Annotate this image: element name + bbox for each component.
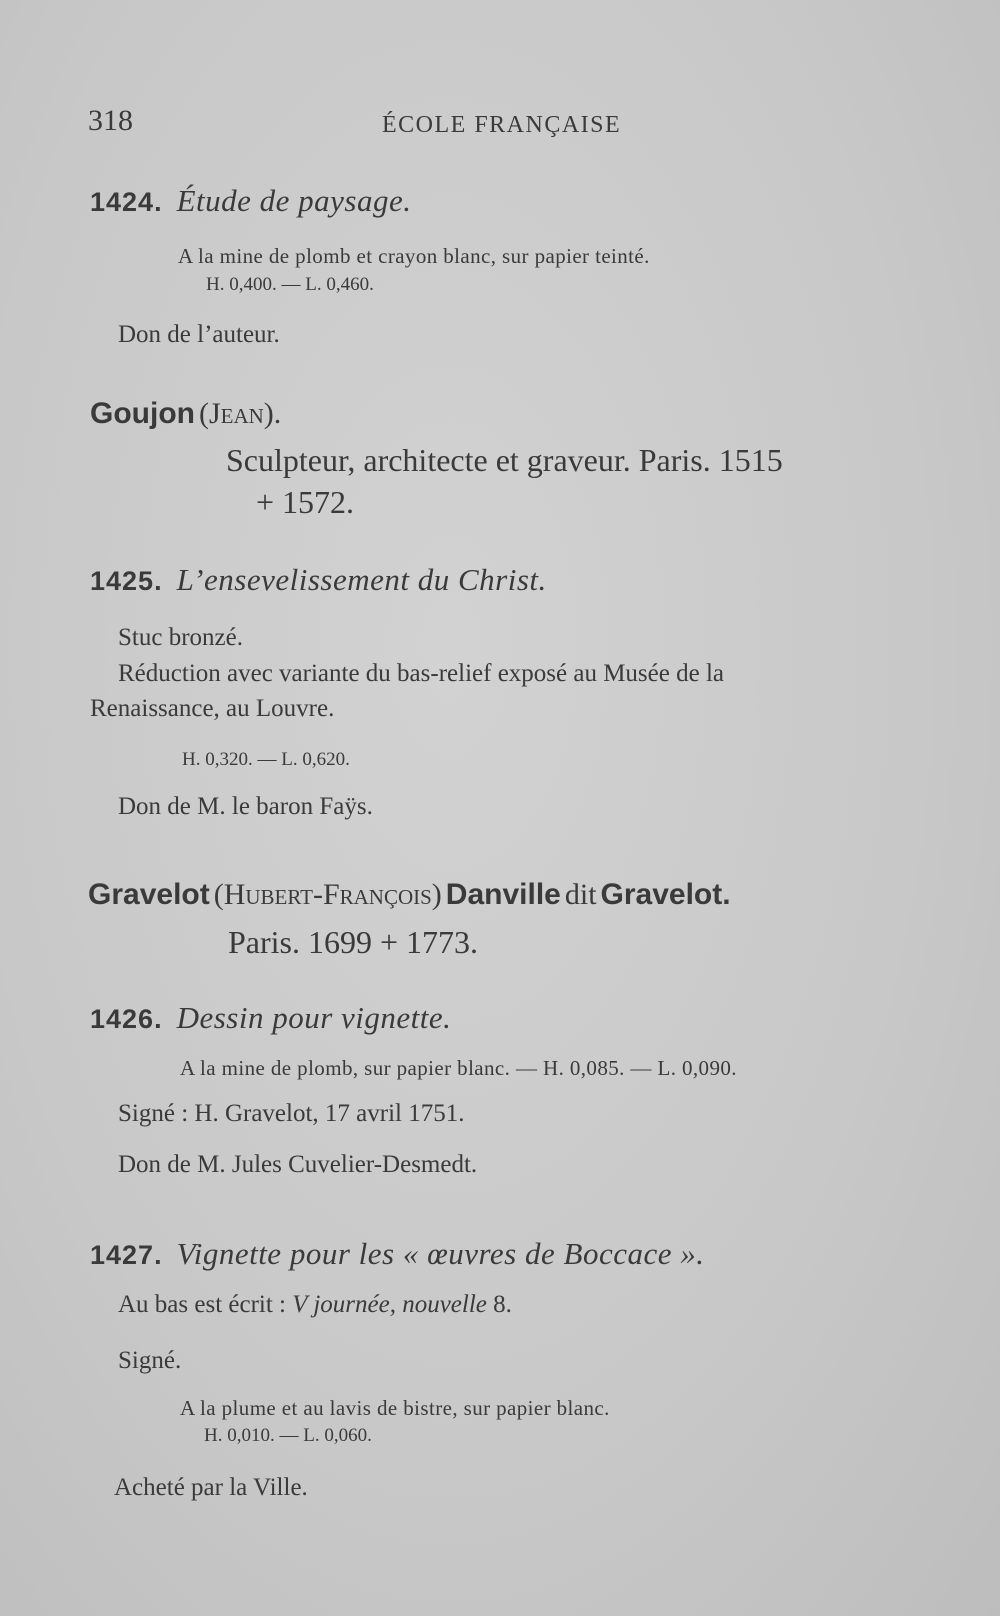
entry-title: Dessin pour vignette. [176,1000,452,1035]
entry-1424-dimensions: H. 0,400. — L. 0,460. [206,274,374,295]
entry-1427-heading [90,1236,704,1272]
entry-1425-note-line1: Réduction avec variante du bas-relief exposé au Musée de la [118,660,724,687]
artist-gravelot-heading [88,878,731,912]
artist-alias-surname: Gravelot. [600,878,731,911]
entry-1424-provenance: Don de l’auteur. [118,321,280,348]
entry-title: L’ensevelissement du Christ. [176,562,547,597]
entry-1425-medium: Stuc bronzé. [118,624,243,651]
running-head: ÉCOLE FRANÇAISE [382,112,622,138]
page-number: 318 [88,104,133,137]
entry-1425-heading [90,562,547,598]
entry-1427-provenance: Acheté par la Ville. [114,1474,308,1501]
artist-gravelot-bio: Paris. 1699 + 1773. [228,924,479,960]
entry-number: 1425. [90,566,163,596]
artist-goujon-bio-line1: Sculpteur, architecte et graveur. Paris. 1515 [226,442,783,478]
inscription-prefix: Au bas est écrit : [118,1291,287,1318]
inscription-text: V journée, nouvelle [292,1291,487,1318]
entry-1424-heading [90,183,411,219]
artist-goujon-bio-line2: + 1572. [256,484,355,520]
entry-title: Étude de paysage. [176,183,412,218]
entry-number: 1424. [90,187,163,217]
artist-forename: (Hubert-François) [213,878,442,911]
artist-alias-name: Danville [445,878,561,911]
entry-number: 1426. [90,1004,163,1034]
inscription-suffix: 8. [493,1291,512,1318]
entry-1426-provenance: Don de M. Jules Cuvelier-Desmedt. [118,1151,478,1178]
entry-1426-signature: Signé : H. Gravelot, 17 avril 1751. [118,1100,465,1127]
entry-number: 1427. [90,1240,163,1270]
entry-1425-provenance: Don de M. le baron Faÿs. [118,793,373,820]
entry-1427-inscription [118,1291,512,1319]
artist-alias-dit: dit [564,878,597,911]
entry-1426-medium: A la mine de plomb, sur papier blanc. — H. 0,085. — L. 0,090. [180,1056,737,1080]
entry-1427-signature: Signé. [118,1347,182,1374]
entry-1425-note-line2: Renaissance, au Louvre. [90,695,335,722]
entry-title: Vignette pour les « œuvres de Boccace ». [176,1236,705,1271]
entry-1425-dimensions: H. 0,320. — L. 0,620. [182,749,350,770]
artist-forename: (Jean). [198,397,282,430]
entry-1426-heading [90,1000,451,1036]
entry-1424-medium: A la mine de plomb et crayon blanc, sur papier teinté. [178,244,650,268]
artist-surname: Goujon [90,397,195,430]
artist-surname: Gravelot [88,878,210,911]
artist-goujon-heading [90,397,281,431]
entry-1427-medium: A la plume et au lavis de bistre, sur papier blanc. [180,1396,610,1420]
entry-1427-dimensions: H. 0,010. — L. 0,060. [204,1425,372,1446]
